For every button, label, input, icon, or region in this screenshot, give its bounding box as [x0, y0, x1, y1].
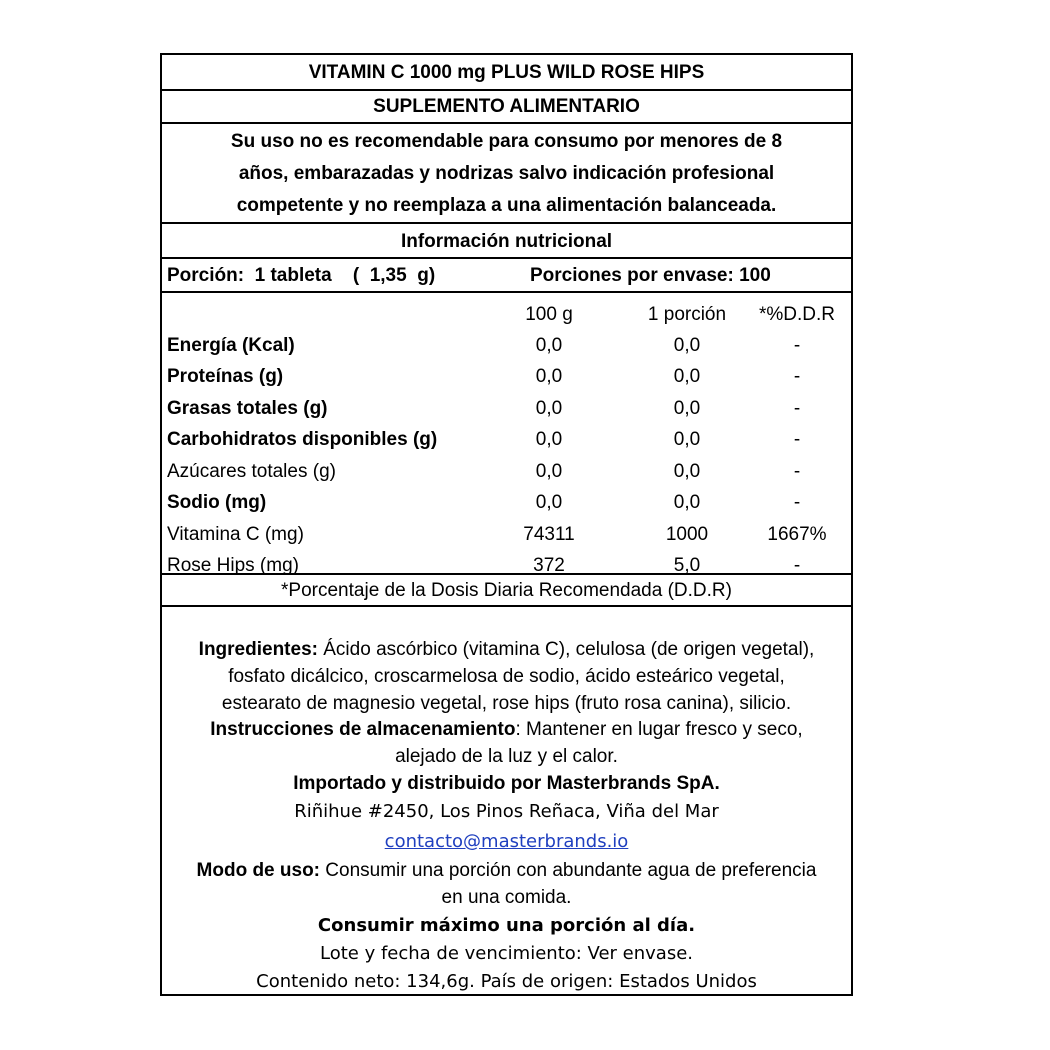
nutrient-name: Proteínas (g) — [167, 366, 284, 387]
product-subtitle: SUPLEMENTO ALIMENTARIO — [162, 91, 851, 124]
ingredients-line-2: fosfato dicálcico, croscarmelosa de sodio, ácido esteárico vegetal, — [228, 666, 785, 687]
ddr-footnote: *Porcentaje de la Dosis Diaria Recomendada (D.D.R) — [162, 575, 851, 607]
usage-line-2: en una comida. — [441, 887, 572, 908]
storage-line-2: alejado de la luz y el calor. — [395, 746, 618, 767]
net-content: Contenido neto: 134,6g. País de origen: Estados Unidos — [256, 971, 757, 992]
value-ddr: - — [793, 461, 801, 482]
value-portion: 5,0 — [673, 555, 701, 576]
nutrition-heading: Información nutricional — [162, 224, 851, 259]
email-container — [162, 831, 851, 852]
storage-label: Instrucciones de almacenamiento — [210, 719, 516, 740]
table-row — [162, 487, 851, 518]
nutrient-name: Sodio (mg) — [167, 492, 267, 513]
value-portion: 1000 — [665, 524, 709, 545]
product-title: VITAMIN C 1000 mg PLUS WILD ROSE HIPS — [162, 55, 851, 91]
ingredients-text-1: Ácido ascórbico (vitamina C), celulosa (de origen vegetal), — [317, 639, 815, 660]
value-ddr: 1667% — [767, 524, 827, 545]
value-100g: 372 — [533, 555, 565, 576]
nutrient-name: Energía (Kcal) — [167, 335, 295, 356]
portion-row — [162, 259, 851, 293]
value-ddr: - — [793, 398, 801, 419]
value-portion: 0,0 — [673, 398, 701, 419]
nutrient-name: Azúcares totales (g) — [167, 461, 336, 482]
email-link[interactable]: contacto@masterbrands.io — [384, 831, 629, 852]
usage-line-1 — [162, 860, 851, 882]
warning-line-3: competente y no reemplaza a una alimentación balanceada. — [236, 195, 777, 216]
value-portion: 0,0 — [673, 492, 701, 513]
table-row — [162, 361, 851, 392]
table-row — [162, 393, 851, 424]
table-header-row — [162, 299, 851, 330]
ingredients-line-1 — [162, 639, 851, 661]
value-100g: 74311 — [523, 524, 575, 545]
nutrient-name: Carbohidratos disponibles (g) — [167, 429, 438, 450]
nutrition-table — [162, 293, 851, 575]
value-100g: 0,0 — [535, 366, 563, 387]
header-100g: 100 g — [525, 304, 573, 325]
value-ddr: - — [793, 366, 801, 387]
header-ddr: *%D.D.R — [758, 304, 835, 325]
table-row — [162, 330, 851, 361]
warning-block — [162, 124, 851, 224]
usage-text-1: Consumir una porción con abundante agua de preferencia — [320, 860, 817, 881]
storage-text-1: : Mantener en lugar fresco y seco, — [515, 719, 803, 740]
ingredients-label: Ingredientes: — [198, 639, 318, 660]
header-portion: 1 porción — [647, 304, 727, 325]
value-portion: 0,0 — [673, 335, 701, 356]
importer: Importado y distribuido por Masterbrands SpA. — [293, 773, 720, 794]
lot-expiry: Lote y fecha de vencimiento: Ver envase. — [320, 943, 693, 964]
warning-line-1: Su uso no es recomendable para consumo por menores de 8 — [230, 131, 783, 152]
value-100g: 0,0 — [535, 398, 563, 419]
value-100g: 0,0 — [535, 461, 563, 482]
table-row — [162, 424, 851, 455]
value-ddr: - — [793, 335, 801, 356]
value-ddr: - — [793, 492, 801, 513]
address: Riñihue #2450, Los Pinos Reñaca, Viña del Mar — [294, 801, 719, 822]
nutrient-name: Rose Hips (mg) — [167, 555, 299, 576]
portion-size: Porción: 1 tableta ( 1,35 g) — [167, 265, 436, 286]
nutrition-label — [160, 53, 853, 996]
value-portion: 0,0 — [673, 429, 701, 450]
table-row — [162, 519, 851, 550]
warning-line-2: años, embarazadas y nodrizas salvo indicación profesional — [238, 163, 775, 184]
portions-per-container: Porciones por envase: 100 — [530, 265, 771, 286]
usage-label: Modo de uso: — [196, 860, 321, 881]
value-portion: 0,0 — [673, 366, 701, 387]
nutrient-name: Vitamina C (mg) — [167, 524, 304, 545]
nutrient-name: Grasas totales (g) — [167, 398, 328, 419]
max-portion: Consumir máximo una porción al día. — [317, 915, 696, 936]
value-ddr: - — [793, 555, 801, 576]
table-row — [162, 456, 851, 487]
value-ddr: - — [793, 429, 801, 450]
value-100g: 0,0 — [535, 492, 563, 513]
value-100g: 0,0 — [535, 335, 563, 356]
value-portion: 0,0 — [673, 461, 701, 482]
ingredients-line-3: estearato de magnesio vegetal, rose hips (fruto rosa canina), silicio. — [221, 693, 792, 714]
storage-line-1 — [162, 719, 851, 741]
value-100g: 0,0 — [535, 429, 563, 450]
